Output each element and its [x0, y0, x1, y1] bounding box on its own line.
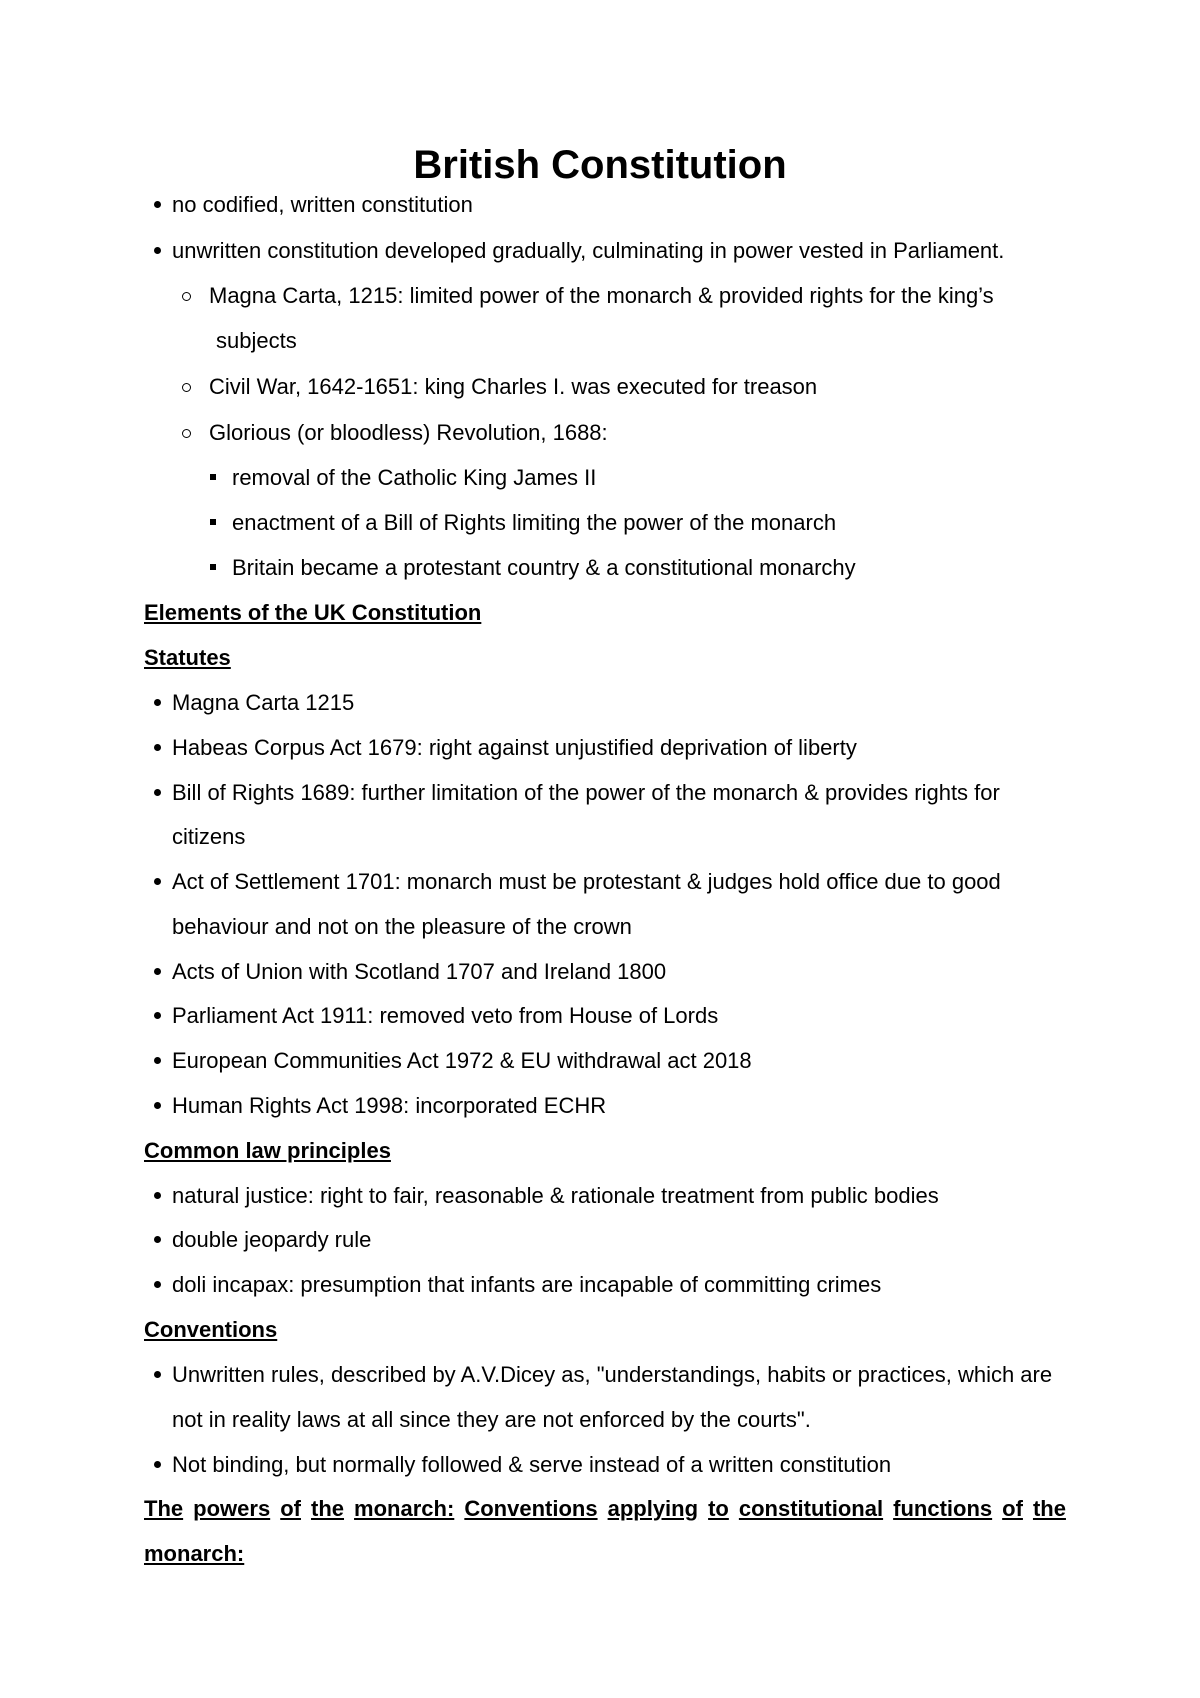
circle-bullet-icon — [182, 429, 191, 438]
bullet-icon — [154, 1371, 161, 1378]
history-item-continuation: subjects — [216, 328, 297, 353]
common-law-item: double jeopardy rule — [172, 1227, 372, 1252]
section-heading-statutes: Statutes — [144, 645, 231, 670]
history-item: Glorious (or bloodless) Revolution, 1688: — [209, 420, 608, 445]
statute-item: Magna Carta 1215 — [172, 690, 355, 715]
history-item: Magna Carta, 1215: limited power of the monarch & provided rights for the king’s — [209, 283, 994, 308]
square-bullet-icon — [210, 519, 216, 525]
common-law-item: natural justice: right to fair, reasonable & rationale treatment from public bodies — [172, 1183, 939, 1208]
statute-item: Human Rights Act 1998: incorporated ECHR — [172, 1093, 607, 1118]
revolution-point: enactment of a Bill of Rights limiting the power of the monarch — [232, 510, 837, 535]
statute-item: Bill of Rights 1689: further limitation of the power of the monarch & provides rights for — [172, 780, 1000, 805]
heading-word: powers — [193, 1496, 271, 1521]
bullet-icon — [154, 744, 161, 751]
bullet-icon — [154, 247, 161, 254]
heading-word: the — [1032, 1496, 1066, 1521]
bullet-icon — [154, 968, 161, 975]
square-bullet-icon — [210, 474, 216, 480]
statute-item: Act of Settlement 1701: monarch must be protestant & judges hold office due to good — [172, 869, 1001, 894]
bullet-icon — [154, 1461, 161, 1468]
bullet-icon — [154, 1057, 161, 1064]
heading-word: applying — [607, 1496, 699, 1521]
bullet-icon — [154, 878, 161, 885]
heading-word: to — [708, 1496, 729, 1521]
page-title: British Constitution — [413, 143, 787, 187]
revolution-point: Britain became a protestant country & a constitutional monarchy — [232, 555, 856, 580]
heading-word: the — [311, 1496, 345, 1521]
bullet-icon — [154, 1192, 161, 1199]
section-heading-elements: Elements of the UK Constitution — [144, 600, 482, 625]
bullet-icon — [154, 699, 161, 706]
circle-bullet-icon — [182, 383, 191, 392]
bullet-icon — [154, 1236, 161, 1243]
statute-item-continuation: citizens — [172, 824, 246, 849]
heading-word: Conventions — [464, 1496, 598, 1521]
intro-bullet: unwritten constitution developed gradually, culminating in power vested in Parliament. — [172, 238, 1005, 263]
statute-item-continuation: behaviour and not on the pleasure of the crown — [172, 914, 632, 939]
heading-word: monarch: — [354, 1496, 455, 1521]
statute-item: Acts of Union with Scotland 1707 and Ireland 1800 — [172, 959, 667, 984]
circle-bullet-icon — [182, 292, 191, 301]
heading-word: functions — [893, 1496, 993, 1521]
convention-item: Unwritten rules, described by A.V.Dicey as, "understandings, habits or practices, which are — [172, 1362, 1053, 1387]
square-bullet-icon — [210, 564, 216, 570]
bullet-icon — [154, 1012, 161, 1019]
bullet-icon — [154, 789, 161, 796]
bullet-icon — [154, 1281, 161, 1288]
section-heading-conventions: Conventions — [144, 1317, 278, 1342]
section-heading-powers — [144, 1494, 1066, 1524]
section-heading-powers-continuation: monarch: — [144, 1541, 245, 1566]
heading-word: of — [1002, 1496, 1023, 1521]
revolution-point: removal of the Catholic King James II — [232, 465, 597, 490]
bullet-icon — [154, 1102, 161, 1109]
heading-word: The — [144, 1496, 184, 1521]
history-item: Civil War, 1642-1651: king Charles I. was executed for treason — [209, 374, 818, 399]
section-heading-common-law: Common law principles — [144, 1138, 391, 1163]
intro-bullet: no codified, written constitution — [172, 192, 473, 217]
heading-word: of — [280, 1496, 301, 1521]
bullet-icon — [154, 201, 161, 208]
statute-item: Parliament Act 1911: removed veto from House of Lords — [172, 1003, 719, 1028]
statute-item: European Communities Act 1972 & EU withdrawal act 2018 — [172, 1048, 752, 1073]
convention-item: Not binding, but normally followed & serve instead of a written constitution — [172, 1452, 892, 1477]
common-law-item: doli incapax: presumption that infants are incapable of committing crimes — [172, 1272, 882, 1297]
statute-item: Habeas Corpus Act 1679: right against unjustified deprivation of liberty — [172, 735, 857, 760]
heading-word: constitutional — [738, 1496, 884, 1521]
convention-item-continuation: not in reality laws at all since they are not enforced by the courts". — [172, 1407, 811, 1432]
